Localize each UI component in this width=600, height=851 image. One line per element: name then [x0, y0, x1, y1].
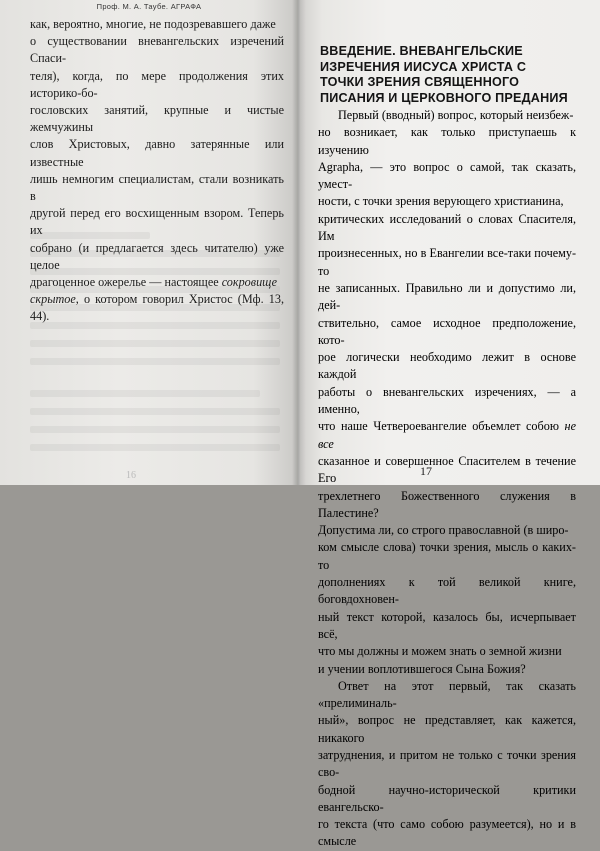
show-through-text: [30, 286, 280, 293]
show-through-text: [30, 340, 280, 347]
show-through-text: [30, 444, 280, 451]
show-through-text: [30, 304, 280, 311]
left-page: [0, 0, 298, 485]
text-line: ный», вопрос не представляет, как кажется, никакого: [318, 713, 576, 745]
text-line: произнесенных, но в Евангелии все-таки почему-то: [318, 246, 576, 278]
text-line: ствительно, самое исходное предположение, кото-: [318, 315, 576, 347]
text-line: сказанное и совершенное Спасителем в течение Его: [318, 453, 576, 486]
text-line: скрытое, о котором говорил Христос (Мф. 13, 44).: [30, 292, 284, 324]
text-line: слов Христовых, давно затерянные или известные: [30, 137, 284, 169]
text-line: бодной научно-исторической критики евангельско-: [318, 782, 576, 814]
text-line: ком смысле слова) точки зрения, мысль о каких-то: [318, 540, 576, 572]
right-body-text: [318, 107, 576, 851]
italic-phrase: не все: [318, 419, 577, 451]
text-line: работы о вневангельских изречениях, — а именно,: [318, 384, 576, 417]
show-through-text: [30, 250, 280, 257]
text-line: о существовании вневангельских изречений Спаси-: [30, 34, 284, 66]
page-number-right: 17: [420, 464, 432, 478]
text-line: трехлетнего Божественного служения в Палестине?: [318, 488, 576, 520]
text-line: гословских занятий, крупные и чистые жемчужины: [30, 103, 284, 135]
text-line: и учении воплотившегося Сына Божия?: [318, 661, 526, 676]
text-line: ности, с точки зрения верующего христианина,: [318, 194, 564, 209]
text-line: другой перед его восхищенным взором. Теперь их: [30, 206, 284, 238]
text-line: Первый (вводный) вопрос, который неизбеж-: [338, 108, 574, 122]
show-through-text: [30, 390, 260, 397]
text-line: не записанных. Правильно ли и допустимо ли, дей-: [318, 280, 576, 313]
show-through-text: [30, 426, 280, 433]
text-line: что наше Четвероевангелие объемлет собою не все: [318, 419, 577, 451]
text-line: затруднения, и притом не только с точки зрения сво-: [318, 747, 576, 780]
text-line: Agrapha, — это вопрос о самой, так сказать, умест-: [318, 159, 576, 192]
show-through-text: [30, 268, 280, 275]
text-line: собрано (и предлагается здесь читателю) уже целое: [30, 240, 284, 272]
show-through-text: [30, 358, 280, 365]
text-line: рое логически необходимо лежит в основе каждой: [318, 350, 576, 382]
show-through-text: [30, 408, 280, 415]
text-line: дополнениях к той великой книге, боговдохновен-: [318, 575, 576, 607]
running-head: Проф. М. А. Таубе. АГРАФА: [96, 2, 202, 11]
text-line: но возникает, как только приступаешь к изучению: [318, 125, 576, 157]
page-number-left: 16: [126, 470, 136, 481]
italic-phrase: скрытое: [30, 292, 76, 307]
text-line: Допустима ли, со строго православной (в широ-: [318, 523, 569, 538]
text-line: го текста (что само собою разумеется), но и в смысле: [318, 817, 576, 849]
text-line: драгоценное ожерелье — настоящее сокровище: [30, 275, 278, 290]
text-line: как, вероятно, многие, не подозревавшего даже: [30, 17, 276, 31]
italic-phrase: сокровище: [221, 275, 278, 290]
left-body-text: [30, 16, 284, 326]
text-line: теля), когда, по мере продолжения этих историко-бо-: [30, 68, 284, 100]
show-through-text: [30, 232, 150, 239]
text-line: что мы должны и можем знать о земной жизни: [318, 644, 562, 659]
text-line: ный текст которой, казалось бы, исчерпывает всё,: [318, 609, 576, 641]
text-line: критических исследований о словах Спасителя, Им: [318, 211, 576, 244]
text-line: лишь немногим специалистам, стали возникать в: [30, 171, 284, 204]
text-line: Ответ на этот первый, так сказать «прелиминаль-: [318, 678, 576, 711]
show-through-text: [30, 322, 280, 329]
chapter-heading: ВВЕДЕНИЕ. ВНЕВАНГЕЛЬСКИЕ ИЗРЕЧЕНИЯ ИИСУСА ХРИСТА С ТОЧКИ ЗРЕНИЯ СВЯЩЕННОГО ПИСАНИЯ И ЦЕРКОВНОГО ПРЕДАНИЯ: [320, 44, 568, 105]
